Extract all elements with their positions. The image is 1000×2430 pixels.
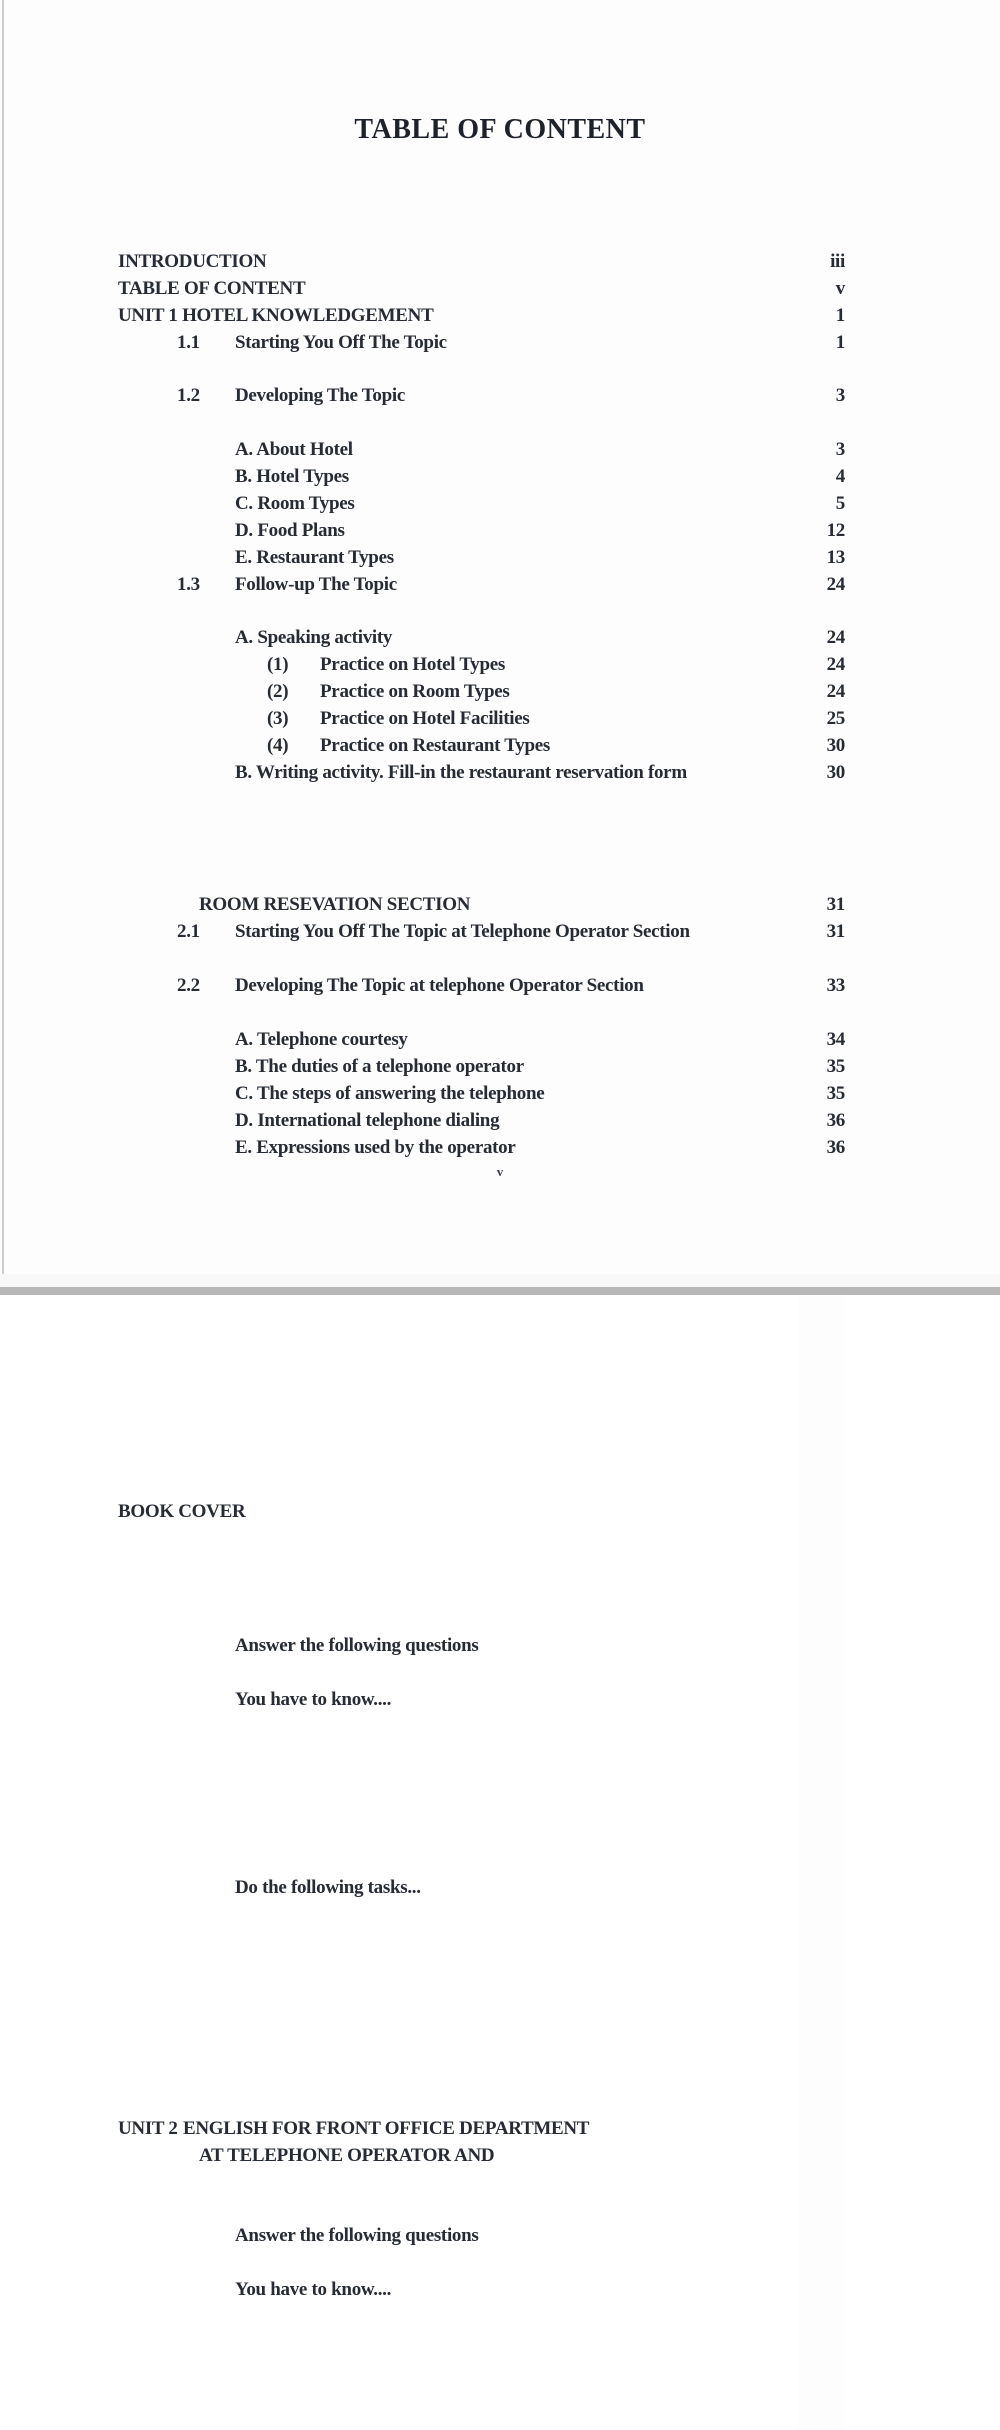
toc-row-text: Developing The Topic (235, 385, 405, 407)
toc-row-text: E. Restaurant Types (235, 546, 394, 568)
toc-row-text: ENGLISH FOR FRONT OFFICE DEPARTMENT (183, 2117, 590, 2139)
toc-row-text: ROOM RESEVATION SECTION (199, 894, 471, 916)
page-bottom-bar (0, 1287, 1000, 1295)
toc-row-page: 1 (799, 303, 845, 1598)
toc-row-text: Follow-up The Topic (235, 573, 397, 595)
toc-row-text: A. About Hotel (235, 439, 353, 461)
toc-row (118, 787, 845, 839)
toc-row (118, 733, 845, 760)
toc-row (118, 1108, 845, 1135)
toc-row (118, 437, 845, 464)
toc-row (118, 919, 845, 946)
toc-row (118, 892, 845, 919)
toc-row (118, 491, 845, 518)
toc-row (118, 249, 845, 276)
toc-row (118, 545, 845, 572)
toc-row-text: A. Telephone courtesy (235, 1028, 408, 1050)
toc-row (118, 303, 845, 330)
toc-row-text: B. The duties of a telephone operator (235, 1055, 524, 1077)
toc-row (118, 383, 845, 410)
toc-row-text: Do the following tasks... (235, 1877, 421, 1899)
page-title: TABLE OF CONTENT (354, 114, 646, 145)
toc-row-text: C. Room Types (235, 492, 355, 514)
toc-row-text: You have to know.... (235, 1689, 392, 1711)
toc-row-page: 33 (799, 973, 845, 2268)
toc-row-text: B. Writing activity. Fill-in the restaurant reservation form (235, 761, 687, 783)
toc-row-text: TABLE OF CONTENT (118, 277, 306, 299)
toc-row-page: 30 (799, 733, 845, 2028)
toc-row-text: Developing The Topic at telephone Operator Section (235, 975, 644, 997)
toc-row-text: C. The steps of answering the telephone (235, 1082, 545, 1104)
toc-row-page: 25 (799, 706, 845, 2001)
toc-row-page: v (799, 276, 845, 1571)
toc-row-text: A. Speaking activity (235, 627, 393, 649)
toc-row-text: B. Hotel Types (235, 466, 349, 488)
toc-row (118, 973, 845, 1000)
page-bottom-strip (0, 1274, 1000, 1287)
toc-row (118, 1081, 845, 1108)
toc-row-page: 34 (799, 1027, 845, 2322)
toc-row-page: 12 (799, 518, 845, 1813)
toc-row-page: 3 (799, 437, 845, 1732)
toc-row-page: 24 (799, 625, 845, 1920)
toc-row-page: 30 (799, 760, 845, 2055)
toc-row-page: 1 (799, 330, 845, 1625)
toc-row-page: 35 (799, 1081, 845, 2376)
toc-row-text: E. Expressions used by the operator (235, 1136, 516, 1158)
toc-row-page: 31 (799, 919, 845, 2214)
toc-row-page: 31 (799, 892, 845, 2187)
toc-row-number: 1.1 (177, 331, 200, 353)
toc-row (118, 652, 845, 679)
toc-row-number: (4) (267, 734, 289, 756)
toc-row-text: BOOK COVER (118, 1501, 246, 1522)
toc-row-page: 36 (799, 1135, 845, 2430)
toc-row-page: 5 (799, 491, 845, 1786)
toc-row-text: Starting You Off The Topic (235, 331, 447, 353)
toc-row-number: (1) (267, 654, 289, 676)
toc-row-text: UNIT 1 HOTEL KNOWLEDGEMENT (118, 304, 434, 326)
toc-row-page: 36 (799, 1108, 845, 2403)
toc-row-page: 13 (799, 545, 845, 1840)
toc-row-number: 2.2 (177, 975, 200, 997)
toc-row-page: 35 (799, 1054, 845, 2349)
toc-row-page: 3 (799, 383, 845, 1678)
toc-row-text: Practice on Hotel Types (320, 654, 505, 676)
toc-row-page: 24 (799, 572, 845, 1867)
toc-row (118, 706, 845, 733)
toc-row-text: Practice on Hotel Facilities (320, 708, 530, 730)
toc-row (118, 1135, 845, 1162)
toc-row-page: 24 (799, 652, 845, 1947)
toc-row-text: D. Food Plans (235, 519, 345, 541)
toc-row-number: (2) (267, 681, 289, 703)
toc-row (118, 760, 845, 787)
toc-row (118, 679, 845, 706)
footer-page-number: v (496, 1164, 504, 1180)
toc-row (118, 625, 845, 652)
toc-row-text: D. International telephone dialing (235, 1109, 500, 1131)
toc-row (118, 572, 845, 599)
toc-row-page: 4 (799, 464, 845, 1759)
toc-row-text: INTRODUCTION (118, 250, 267, 272)
toc-row-text: Answer the following questions (235, 2225, 479, 2247)
toc-row-text: Practice on Restaurant Types (320, 734, 550, 756)
toc-row-text: Starting You Off The Topic at Telephone Operator Section (235, 921, 690, 943)
toc-row-number: 1.3 (177, 573, 200, 595)
toc-row-text: Answer the following questions (235, 1635, 479, 1657)
toc-row-number: UNIT 2 (118, 2117, 178, 2139)
toc-row-text: AT TELEPHONE OPERATOR AND (199, 2144, 495, 2166)
toc-row (118, 1027, 845, 1054)
toc-row (118, 330, 845, 357)
toc-row-number: (3) (267, 708, 289, 730)
toc-row-number: 2.1 (177, 921, 200, 943)
toc-row (118, 276, 845, 303)
toc-row (118, 464, 845, 491)
toc-list (118, 222, 845, 2301)
toc-row (118, 1054, 845, 1081)
toc-row-text: Practice on Room Types (320, 681, 510, 703)
toc-row-number: 1.2 (177, 385, 200, 407)
toc-row-page: iii (799, 249, 845, 1544)
toc-row-page: 24 (799, 679, 845, 1974)
toc-row (118, 518, 845, 545)
toc-row-text: You have to know.... (235, 2279, 392, 2301)
